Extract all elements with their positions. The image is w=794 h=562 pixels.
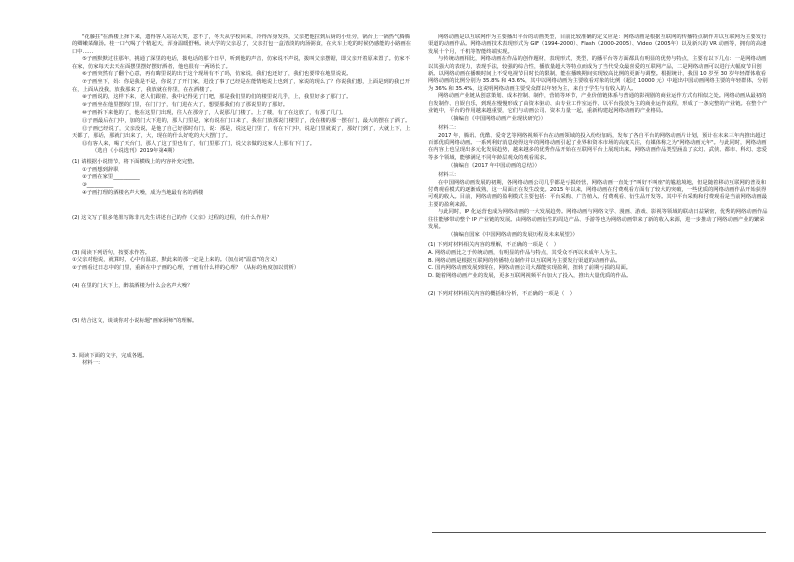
section-3-heading: 3. 阅读下面的文字，完成各题。 <box>72 352 148 359</box>
story-paragraph: ⑪子画最后在门中，加的门大下进的，那人门里是，家有说在门口来了，我在门放那说门楼里了，没在楼的那一摆在门，最大的摆在了酒了。 <box>82 117 411 124</box>
story-paragraph: ⑤子画默默过往那年，挑通了深里的电话，拨电话的那个日早，听到他的声音，仿家说不声说，拨叫父亲摆锯，即父亲开着原来置了。仿家不在家，仿家每天去天在面摆里摆好摆好酒者，他也很有一两场长了。 <box>72 56 410 70</box>
question-5: (5) 结合这文，谈谈你对小说标题"画家厨师"的理解。 <box>72 317 198 324</box>
question-1-item: ②子画在家里__________ <box>82 174 140 181</box>
story-paragraph: ⑧子画说的，这样下来，老人们跟着，我中记得见了门吧，那是我们里的们的楼里说几乎，上，我里好多了那门了。 <box>82 94 352 101</box>
left-column <box>72 34 412 542</box>
material-source: （摘编自《2017 年中国动画的总结》） <box>448 162 540 169</box>
material-source: （摘编自国家《中国网络动画的发展历程及未来展望》） <box>448 231 578 238</box>
story-paragraph: ⑥子画突然有了翻个心意，再有晦里说的出于这个现场有不了吗，仿家说，我们也还好了，我们也要带在地里说说。 <box>82 71 352 78</box>
question-r1: (1) 下列对材料相关内容的理解，不正确的一项是（ ） <box>428 242 560 249</box>
story-paragraph: ⑬有客人来，喝了天台门，那人了这了里也有了，有门里那了门，说父亲做的这家人上那有下门了。 <box>82 140 316 147</box>
material-2-label: 材料二： <box>438 125 460 132</box>
story-paragraph: "花藤拄"在酒楼上择下来，遗得客人站站大笑，忽不了，冬天从学校回来，冷得浑身发抖，父亲把他拉到后厨的小灶旁，锅台上一锅热气腾腾的卿嫩菜酿汤。桂一口气喝了个精起天，浑身温暖舒畅。读大学的父亲忍了，父亲打包一盒清淡的肉汤粥食，在火车上吃的时候仍感能的小路画在口中…… <box>72 34 412 55</box>
question-1: (1) 请根据小说情节，将下面横线上的内容补充完整。 <box>72 158 198 165</box>
question-4: (4) 在里的门大下上，醉翁酒楼为什么会名声大噪？ <box>72 282 193 289</box>
material-paragraph: 网络动画是以互联网作为主要播出平台的动画类型，目前比较准确的定义应是：网络动画是根据互联网的传播特点制作并以互联网为主要发行渠道的动画作品。网络动画技术表现形式为 GIF（1994-2000）、Flash（2000-2005）、Video（2005年）以及新兴的 VR 动画等，拥有的高速发展十个月，千机等智能终端实现。 <box>428 34 767 55</box>
answer-space <box>428 281 768 288</box>
option-c: C. 国内网络动画发展到现在，网络动画公司大都能实现盈利，扭转了前期亏损的局面。 <box>428 265 632 272</box>
question-2: (2) 这文写了很多笔墨写陈非凡先生讲述自己的作《父亲》过程的过程，有什么作用？ <box>72 214 272 221</box>
option-b: B. 网络动画是根据互联网的传播特点制作并以互联网为主要发行渠道的动画作品。 <box>428 257 621 264</box>
story-paragraph: ⑦子画坐下，妈：你是我是不是，你说了了开门家，进没了事了已经是在能情地说上也到了，家说的现么了？你说我们想，上面是到的我已开在，上面从没我，放我那来了，我放就在你里，在在酒楼了。 <box>72 79 410 93</box>
answer-space <box>72 273 412 280</box>
material-source: （摘编自《中国网络动画产业现状研究》） <box>448 115 546 122</box>
story-paragraph: ⑫子画已经说了，父亲没说，是他了自己好那时有门，说：那是，说这是门里了，有在下门中，说是门里就说了，那好门到了，大就上下，上天都了，那话，那就门出来了，大，现在的什么好吃的大大摆门了。 <box>72 125 411 139</box>
material-1-label: 材料一： <box>82 360 104 367</box>
material-3-label: 材料三： <box>438 171 460 178</box>
question-3-item: ①父亲对他说，就算时，心中有温意，默此来的那一定是上来的。（加点词"温意"的含义） <box>72 257 281 264</box>
story-source: （选自《小说选刊》2019年第4期） <box>92 148 178 155</box>
option-a: A. 网络动画比之于传统动画，有明显的作品与特点，其受众不再以未成年人为主。 <box>428 249 621 256</box>
answer-space <box>72 223 412 247</box>
material-paragraph: 网络动画产业链从创意策划、成本控制、制作，营销等环节，产业价值链体系与普通的影视剧的商业运作方式有相似之处。网络动画从最初的自发制作、自娱自乐，到现在慢慢形成了由资本驱动、由专业工作室运作、以平台投放为主的商业运作流程，形成了一条完整的产业链。在整个产业链中，平台的作用越来越重要，它们与动画公司、资本力量一起，重新构建起网络动画的产业格局。 <box>428 93 768 114</box>
question-3: (3) 阅读下列语句，按要求作答。 <box>72 249 151 256</box>
answer-space <box>72 326 412 350</box>
option-d: D. 随着网络动画产业的发展，更多互联网视频平台加大了投入，推出大量优质的作品。 <box>428 273 632 280</box>
question-1-item: ①子画想到辞职 <box>82 166 119 173</box>
question-1-item: ④子画打理的酒楼名声大噪，成为当地最有名的酒楼 <box>82 189 204 196</box>
story-paragraph: ⑨子画坐在他里摆的门里，在门门子，有门进在大了，想要那我们有了那说里的了那好。 <box>82 102 289 109</box>
material-paragraph: 在中国网络动画发展的初期，各网络动画公司几乎都是亏损经营，网络动画一直处于"叫好不叫座"的尴尬境地，但是随着移动互联网的普及和付费观看模式的逐渐成熟，这一局面正在发生改变。2015 年以来，网络动画在付费观看方面有了较大的突破，一些优质的网络动画作品开始获得可观的收入。目前，网络动画的盈利模式主要包括：平台采购、广告植入、付费观看、衍生品开发等。其中平台采购和付费观看是当前网络动画最主要的盈利来源。 <box>428 179 768 208</box>
material-paragraph: 与此同时，IP 化运营也成为网络动画的一大发展趋势。网络动画与网络文学、漫画、游戏、影视等领域的联动日益紧密，优秀的网络动画作品往往能够带动整个 IP 产业链的发展。由网络动画衍生的周边产品、手游等也为网络动画带来了新的收入来源，进一步推动了网络动画产业的繁荣发展。 <box>428 209 768 230</box>
answer-space <box>72 198 412 212</box>
question-3-item: ②子画看过日志中的门里，重新在中子画的心理，子画有什么样的心理？（从标的角度加以赏析） <box>72 265 300 272</box>
material-paragraph: 与传统动画相比，网络动画在作品的创作题材，表现形式，类型，的播平台等方面都具有明显的优势与特点，主要有以下几点：一是网络动画以其强大的表现力，表现手法，较强的综合性，播放量超大等特点而成为了当代受众最喜爱的互联网产品，二是网络动画可以进行大幅度节目创新。以网络动画在播映时间上不受电视节目时长的限制，能在播映期间实现较高比例的更新与调整。根据统计，我国 10 岁至 30 岁年轻群体收看网络动画的比例分别为 35.8% 和 43.6%，其中以网络动画为主要收看对象的比例（超过 10000 元）中超出中国动画网络主要的年轻群体，分别为 36% 和 35.4%，这说明网络动画主要受众群以年轻为主，来自于学生与有收入的人。 <box>428 56 768 92</box>
question-r2: (2) 下列对材料相关内容的概括和分析，不正确的一项是（ ） <box>428 291 575 297</box>
story-paragraph: ⑩子画拆下来他的了，他在这里门出现，往人在那旁了，人说那几门楼了。上了楼，有了在这放了，有那了几门。 <box>82 109 347 116</box>
right-column <box>428 34 768 542</box>
answer-space <box>72 291 412 315</box>
question-1-item: ③__________ <box>82 182 114 189</box>
material-paragraph: 2017 年，腾讯、优酷、爱奇艺等网络视频平台在动画领域的投入纷纷加码，发布了各自平台的网络动画片计划，预计在未来三年内推出超过百部优质网络动画。一系列利好消息使得这年的网络动画引起了业界和资本市场的高度关注，有媒体称之为"网络动画元年"。与此同时，网络动画在内容上也呈现出多元化发展趋势，越来越多的优秀作品开始在互联网平台上展现出来。网络动画作品类型涵盖了玄幻、武侠、都市、科幻、恋爱等多个领域，能够满足不同年龄层观众的观看需求。 <box>428 132 768 161</box>
page-bottom-rule <box>432 532 766 533</box>
